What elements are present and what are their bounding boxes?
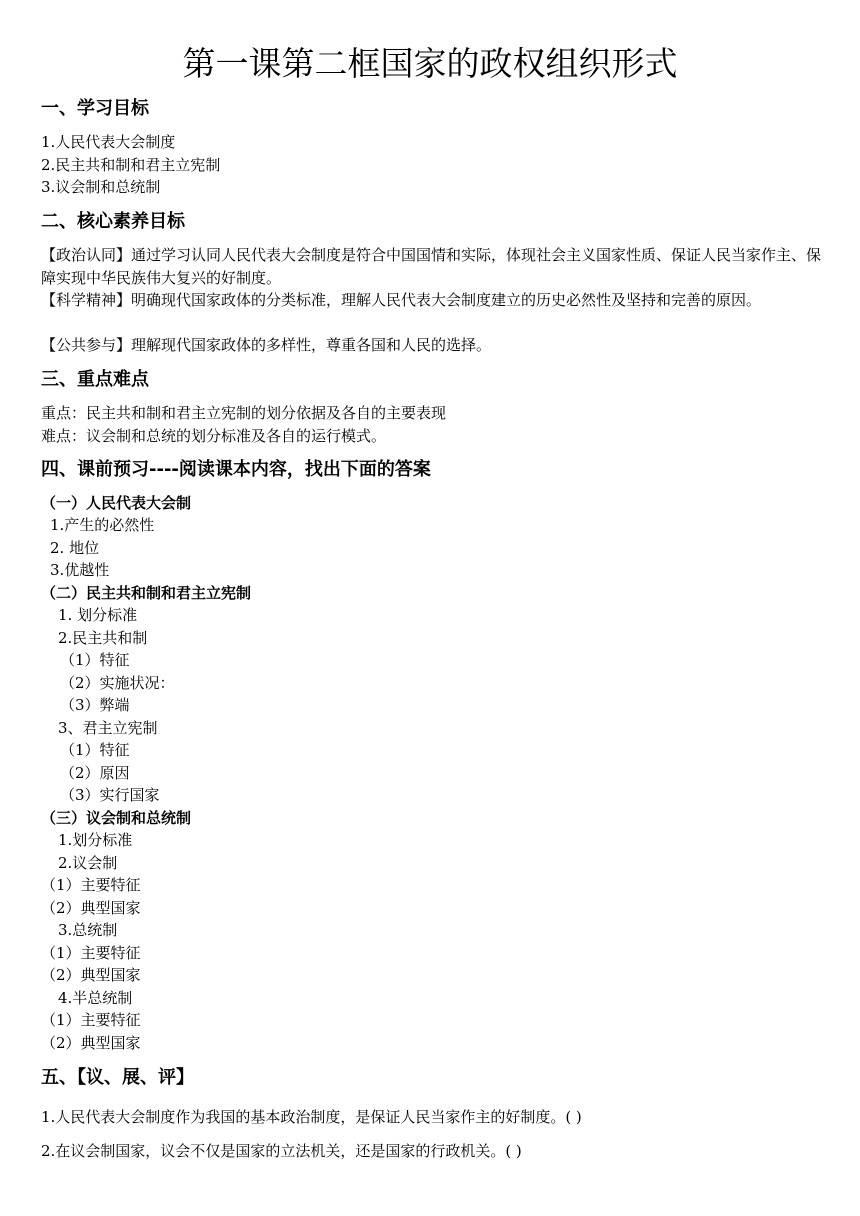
subsection-title: （三）议会制和总统制 (41, 809, 192, 827)
outline-item: 4.半总统制 (58, 989, 133, 1007)
outline-subitem: （3）实行国家 (60, 786, 160, 804)
outline-subitem: （2）实施状况： (60, 674, 175, 692)
list-item: 2.民主共和制和君主立宪制 (41, 156, 221, 174)
outline-item: 1.划分标准 (58, 831, 133, 849)
page-title: 第一课第二框国家的政权组织形式 (182, 44, 678, 83)
outline-subitem: （2）典型国家 (41, 1034, 141, 1052)
subsection-title: （一）人民代表大会制 (41, 494, 192, 512)
subsection-title: （二）民主共和制和君主立宪制 (41, 584, 252, 602)
outline-item: 2. 地位 (50, 539, 100, 557)
paragraph-scientific-spirit: 【科学精神】明确现代国家政体的分类标准，理解人民代表大会制度建立的历史必然性及坚持和完善的原因。 (41, 291, 762, 309)
outline-item: 1.产生的必然性 (50, 516, 155, 534)
outline-subitem: （2）典型国家 (41, 966, 141, 984)
paragraph-political-identity: 【政治认同】通过学习认同人民代表大会制度是符合中国国情和实际，体现社会主义国家性质、保证人民当家作主、保障实现中华民族伟大复兴的好制度。 (41, 246, 822, 287)
outline-subitem: （1）特征 (60, 651, 130, 669)
section-heading-learning-goals: 一、学习目标 (41, 98, 149, 119)
outline-item: 2.民主共和制 (58, 629, 148, 647)
judgement-question: 1.人民代表大会制度作为我国的基本政治制度，是保证人民当家作主的好制度。( ) (41, 1108, 582, 1126)
section-heading-discussion: 五、【议、展、评】 (41, 1067, 194, 1088)
outline-subitem: （1）主要特征 (41, 876, 141, 894)
outline-item: 3.优越性 (50, 561, 110, 579)
paragraph-public-participation: 【公共参与】理解现代国家政体的多样性，尊重各国和人民的选择。 (41, 336, 492, 354)
difficult-point-text: 难点：议会制和总统的划分标准及各自的运行模式。 (41, 427, 387, 445)
judgement-question: 2.在议会制国家，议会不仅是国家的立法机关，还是国家的行政机关。( ) (41, 1142, 522, 1160)
section-heading-core-literacy: 二、核心素养目标 (41, 211, 185, 232)
outline-subitem: （1）主要特征 (41, 944, 141, 962)
outline-item: 1. 划分标准 (58, 606, 138, 624)
section-heading-preview: 四、课前预习----阅读课本内容，找出下面的答案 (41, 459, 431, 480)
outline-item: 3、君主立宪制 (58, 719, 158, 737)
list-item: 1.人民代表大会制度 (41, 133, 176, 151)
section-heading-key-points: 三、重点难点 (41, 369, 149, 390)
outline-subitem: （1）主要特征 (41, 1011, 141, 1029)
outline-subitem: （3）弊端 (60, 696, 130, 714)
outline-item: 2.议会制 (58, 854, 118, 872)
outline-subitem: （1）特征 (60, 741, 130, 759)
outline-subitem: （2）典型国家 (41, 899, 141, 917)
list-item: 3.议会制和总统制 (41, 178, 161, 196)
key-point-text: 重点：民主共和制和君主立宪制的划分依据及各自的主要表现 (41, 404, 447, 422)
outline-item: 3.总统制 (58, 921, 118, 939)
outline-subitem: （2）原因 (60, 764, 130, 782)
